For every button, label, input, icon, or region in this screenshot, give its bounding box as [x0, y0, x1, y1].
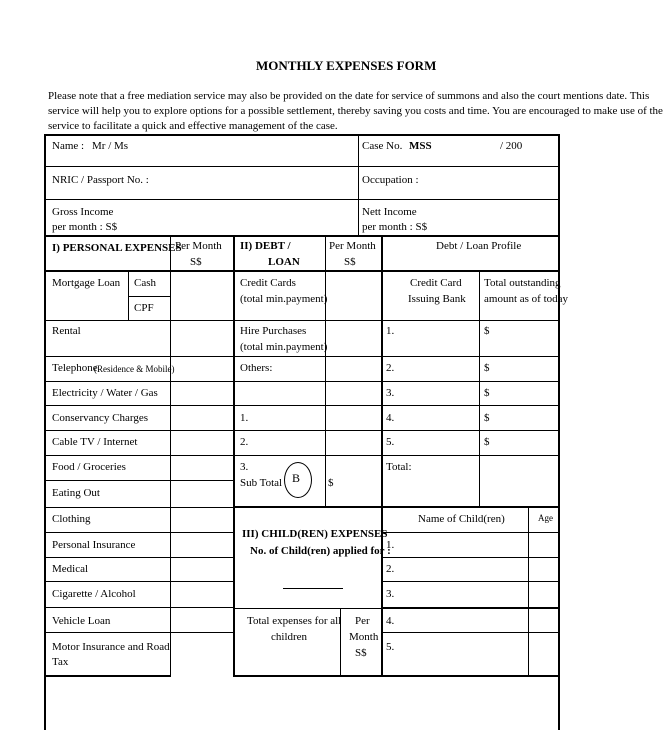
profile-row-4: 4.	[386, 412, 395, 424]
children-heading: III) CHILD(REN) EXPENSES	[242, 528, 388, 540]
children-per: Per	[355, 615, 370, 627]
profile-row-2: 2.	[386, 362, 395, 374]
food-label: Food / Groceries	[52, 461, 126, 473]
personal-debt-divider	[233, 236, 235, 677]
row-line	[44, 455, 234, 456]
row-line	[44, 532, 234, 533]
header-divider-2	[44, 199, 560, 200]
personal-per-month: Per Month	[175, 240, 222, 252]
row-line	[233, 320, 560, 321]
row-line	[381, 581, 560, 582]
row-line	[233, 356, 560, 357]
row-line	[44, 356, 234, 357]
intro-line-1: Please note that a free mediation service may also be provided on the date for service of summons and also the court mentions date. This	[48, 90, 650, 102]
child-age-col: Age	[538, 513, 553, 523]
row-line	[44, 581, 234, 582]
row-line	[44, 480, 234, 481]
row-line	[44, 381, 234, 382]
name-label: Name :	[52, 140, 85, 152]
intro-line-2: service will help you to explore options for a possible settlement, thereby saving you costs and time. You are encouraged to make use of the	[48, 105, 663, 117]
row-line	[44, 507, 234, 508]
row-line	[44, 557, 234, 558]
row-line	[381, 557, 560, 558]
telephone-label: Telephone	[52, 362, 98, 374]
cash-label: Cash	[134, 277, 156, 289]
debt-section-bottom	[233, 506, 560, 508]
gross-income-field[interactable]: per month : S$	[52, 221, 118, 233]
children-applied-label: No. of Child(ren) applied for :	[250, 545, 391, 557]
nett-income-label: Nett Income	[362, 206, 417, 218]
nric-label[interactable]: NRIC / Passport No. :	[52, 174, 149, 186]
nett-income-field[interactable]: per month : S$	[362, 221, 428, 233]
vehicle-loan-label: Vehicle Loan	[52, 615, 111, 627]
credit-cards-note: (total min.payment)	[240, 293, 328, 305]
occupation-label[interactable]: Occupation :	[362, 174, 419, 186]
debt-other-3: 3.	[240, 461, 249, 473]
profile-amount-5: $	[484, 436, 490, 448]
row-line	[381, 532, 560, 533]
child-row-4: 4.	[386, 615, 395, 627]
profile-row-1: 1.	[386, 325, 395, 337]
debt-other-1: 1.	[240, 412, 249, 424]
profile-amount-1: $	[484, 325, 490, 337]
case-no-label: Case No.	[362, 140, 403, 152]
children-total-label-2: children	[271, 631, 308, 643]
children-total-top	[233, 608, 560, 609]
cash-cpf-divider	[128, 296, 170, 297]
profile-total-label: Total:	[386, 461, 412, 473]
frame-left	[44, 134, 46, 730]
frame-top	[44, 134, 560, 136]
motor-label-2: Tax	[52, 656, 69, 668]
debt-per-month: Per Month	[329, 240, 376, 252]
subtotal-code: B	[292, 471, 301, 485]
row-line	[233, 455, 560, 456]
profile-col-amount-2: amount as of today	[484, 293, 569, 305]
profile-amount-2: $	[484, 362, 490, 374]
child-row-5: 5.	[386, 641, 395, 653]
row-line	[233, 381, 560, 382]
medical-label: Medical	[52, 563, 89, 575]
eating-out-label: Eating Out	[52, 487, 100, 499]
child-row-2: 2.	[386, 563, 395, 575]
cigarette-label: Cigarette / Alcohol	[52, 588, 136, 600]
motor-label-1: Motor Insurance and Road	[52, 641, 170, 653]
clothing-label: Clothing	[52, 513, 91, 525]
mortgage-loan-label: Mortgage Loan	[52, 277, 121, 289]
personal-heading: I) PERSONAL EXPENSES	[52, 242, 182, 254]
subtotal-label: Sub Total	[240, 477, 283, 489]
conservancy-label: Conservancy Charges	[52, 412, 149, 424]
row-line	[44, 430, 234, 431]
case-no-prefix: MSS	[409, 140, 432, 152]
children-applied-field[interactable]	[283, 588, 343, 589]
electricity-label: Electricity / Water / Gas	[52, 387, 158, 399]
row-line	[381, 632, 560, 633]
debt-other-2: 2.	[240, 436, 249, 448]
profile-row-3: 3.	[386, 387, 395, 399]
gross-income-label: Gross Income	[52, 206, 114, 218]
right-bottom	[233, 675, 560, 677]
child-row-3: 3.	[386, 588, 395, 600]
debt-profile-divider	[381, 236, 383, 677]
children-total-label-1: Total expenses for all	[247, 615, 342, 627]
frame-right	[558, 134, 560, 730]
debt-heading-2: LOAN	[268, 256, 300, 268]
child-name-col: Name of Child(ren)	[418, 513, 505, 525]
personal-value-col	[170, 236, 171, 676]
debt-heading-1: II) DEBT /	[240, 240, 291, 252]
row-line	[233, 405, 560, 406]
children-currency: S$	[355, 647, 367, 659]
row-line	[44, 632, 234, 633]
personal-currency: S$	[190, 256, 202, 268]
row-line	[44, 320, 234, 321]
rental-label: Rental	[52, 325, 81, 337]
hire-purchase-label: Hire Purchases	[240, 325, 307, 337]
profile-amount-3: $	[484, 387, 490, 399]
row-line	[44, 607, 234, 608]
profile-col-bank-2: Issuing Bank	[408, 293, 466, 305]
profile-amount-4: $	[484, 412, 490, 424]
page-title: MONTHLY EXPENSES FORM	[256, 58, 437, 73]
row-line	[233, 430, 560, 431]
row-line	[44, 405, 234, 406]
hire-purchase-note: (total min.payment)	[240, 341, 328, 353]
profile-row-5: 5.	[386, 436, 395, 448]
cable-label: Cable TV / Internet	[52, 436, 138, 448]
header-divider-3	[44, 235, 560, 237]
personal-bottom	[44, 675, 171, 677]
name-field[interactable]: Mr / Ms	[92, 140, 129, 152]
profile-col-divider	[479, 272, 480, 506]
profile-col-amount-1: Total outstanding	[484, 277, 561, 289]
debt-value-col	[325, 236, 326, 506]
child-row-1: 1.	[386, 539, 395, 551]
intro-line-3: service to facilitate a quick and effective management of the case.	[48, 120, 338, 132]
telephone-note: (Residence & Mobile)	[94, 364, 175, 374]
credit-cards-label: Credit Cards	[240, 277, 296, 289]
subtotal-currency: $	[328, 477, 334, 489]
profile-heading: Debt / Loan Profile	[436, 240, 522, 252]
case-no-suffix: / 200	[500, 140, 523, 152]
header-divider-1	[44, 166, 560, 167]
header-col-divider	[358, 134, 359, 236]
profile-col-bank-1: Credit Card	[410, 277, 462, 289]
section-heading-bottom	[44, 270, 560, 272]
cpf-label: CPF	[134, 302, 154, 314]
children-month: Month	[349, 631, 379, 643]
debt-currency: S$	[344, 256, 356, 268]
others-label: Others:	[240, 362, 273, 374]
insurance-label: Personal Insurance	[52, 539, 136, 551]
